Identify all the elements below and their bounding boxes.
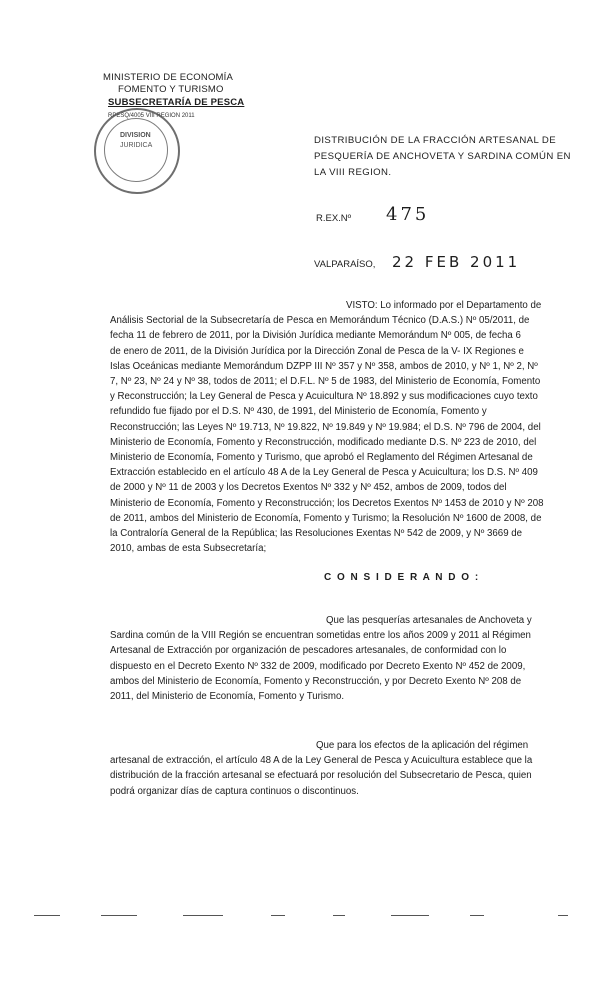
subject-line-1: DISTRIBUCIÓN DE LA FRACCIÓN ARTESANAL DE — [314, 135, 557, 146]
visto-line-0: VISTO: Lo informado por el Departamento de — [346, 300, 542, 311]
considerando-paragraph-2 — [110, 738, 552, 799]
visto-paragraph — [110, 298, 552, 556]
consid2-line-2: distribución de la fracción artesanal se efectuará por resolución del Subsecretario de Pesca, quien — [110, 770, 532, 782]
resolution-subject — [314, 133, 574, 181]
division-juridica-seal — [94, 108, 180, 194]
consid2-line-1: artesanal de extracción, el artículo 48 A de la Ley General de Pesca y Acuicultura establece que la — [110, 755, 533, 767]
visto-line-9: Ministerio de Economía, Fomento y Reconstrucción, modificado mediante D.S. Nº 223 de 2010, del — [110, 436, 537, 448]
considerando-heading: C O N S I D E R A N D O : — [324, 572, 480, 583]
visto-line-5: 7, Nº 23, Nº 24 y Nº 38, todos de 2011; el D.F.L. Nº 5 de 1983, del Ministerio de Economía, Fomento — [110, 376, 541, 388]
resolution-number-label: R.EX.Nº — [316, 213, 352, 224]
visto-line-15: la Contraloría General de la República; las Resoluciones Exentas Nº 542 de 2009, y Nº 3669 de — [110, 528, 523, 540]
resolution-number: 475 — [386, 204, 430, 225]
visto-line-8: Reconstrucción; las Leyes Nº 19.713, Nº 19.822, Nº 19.849 y Nº 19.984; el D.S. Nº 796 de 2004, del — [110, 421, 541, 433]
consid1-line-0: Que las pesquerías artesanales de Anchoveta y — [326, 615, 532, 626]
subsecretaria-title: SUBSECRETARÍA DE PESCA — [108, 97, 245, 108]
consid1-line-3: dispuesto en el Decreto Exento Nº 332 de 2009, modificado por Decreto Exento Nº 452 de 2009, — [110, 660, 526, 672]
visto-line-3: de enero de 2011, de la División Jurídica por la Dirección Zonal de Pesca de la V- IX Regiones e — [110, 345, 524, 357]
visto-line-12: de 2000 y Nº 11 de 2003 y los Decretos Exentos Nº 332 y Nº 452, ambos de 2009, todos del — [110, 482, 507, 494]
seal-text-division: DIVISION — [120, 132, 151, 139]
visto-line-4: Islas Oceánicas mediante Memorándum DZPP III Nº 357 y Nº 358, ambos de 2010, y Nº 1, Nº 2, Nº — [110, 360, 538, 372]
visto-line-10: Ministerio de Economía, Fomento y Turismo, que aprobó el Reglamento del Régimen Artesanal de — [110, 452, 533, 464]
consid1-line-1: Sardina común de la VIII Región se encuentran sometidas entre los años 2009 y 2011 al Régimen — [110, 630, 531, 642]
subject-line-3: LA VIII REGION. — [314, 167, 392, 178]
consid2-line-3: podrá organizar días de captura continuos o discontinuos. — [110, 785, 359, 797]
consid2-line-0: Que para los efectos de la aplicación del régimen — [316, 740, 529, 751]
ministry-line-2: FOMENTO Y TURISMO — [118, 84, 224, 95]
visto-line-14: de 2011, ambos del Ministerio de Economía, Fomento y Turismo; la Resolución Nº 1600 de 2008, de — [110, 512, 542, 524]
considerando-paragraph-1 — [110, 613, 552, 704]
consid1-line-2: Artesanal de Extracción por organización de pescadores artesanales, de conformidad con lo — [110, 645, 507, 657]
dateline-date: 22 FEB 2011 — [392, 253, 521, 271]
consid1-line-5: 2011, del Ministerio de Economía, Fomento y Turismo. — [110, 691, 345, 703]
visto-line-2: fecha 11 de febrero de 2011, por la División Jurídica mediante Memorándum Nº 005, de fecha 6 — [110, 330, 521, 342]
visto-line-16: 2010, ambas de esta Subsecretaría; — [110, 543, 267, 555]
visto-line-6: y Reconstrucción; la Ley General de Pesca y Acuicultura Nº 18.892 y sus modificaciones cuyo texto — [110, 391, 538, 403]
ministry-line-1: MINISTERIO DE ECONOMÍA — [103, 72, 234, 83]
seal-text-juridica: JURIDICA — [120, 142, 153, 149]
subject-line-2: PESQUERÍA DE ANCHOVETA Y SARDINA COMÚN EN — [314, 151, 571, 162]
visto-line-13: Ministerio de Economía, Fomento y Reconstrucción; los Decretos Exentos Nº 1453 de 2010 y Nº 208 — [110, 497, 544, 509]
reference-code: RPESQ/4005 VIII REGION 2011 — [108, 113, 195, 119]
dateline-city: VALPARAÍSO, — [314, 259, 376, 270]
visto-line-7: refundido fue fijado por el D.S. Nº 430, de 1991, del Ministerio de Economía, Fomento y — [110, 406, 487, 418]
visto-line-1: Análisis Sectorial de la Subsecretaría de Pesca en Memorándum Técnico (D.A.S.) Nº 05/2011, de — [110, 315, 530, 327]
visto-line-11: Extracción establecido en el artículo 48 A de la Ley General de Pesca y Acuicultura; los D.S. Nº 409 — [110, 467, 538, 479]
consid1-line-4: ambos del Ministerio de Economía, Fomento y Reconstrucción, y por Decreto Exento Nº 208 de — [110, 675, 522, 687]
